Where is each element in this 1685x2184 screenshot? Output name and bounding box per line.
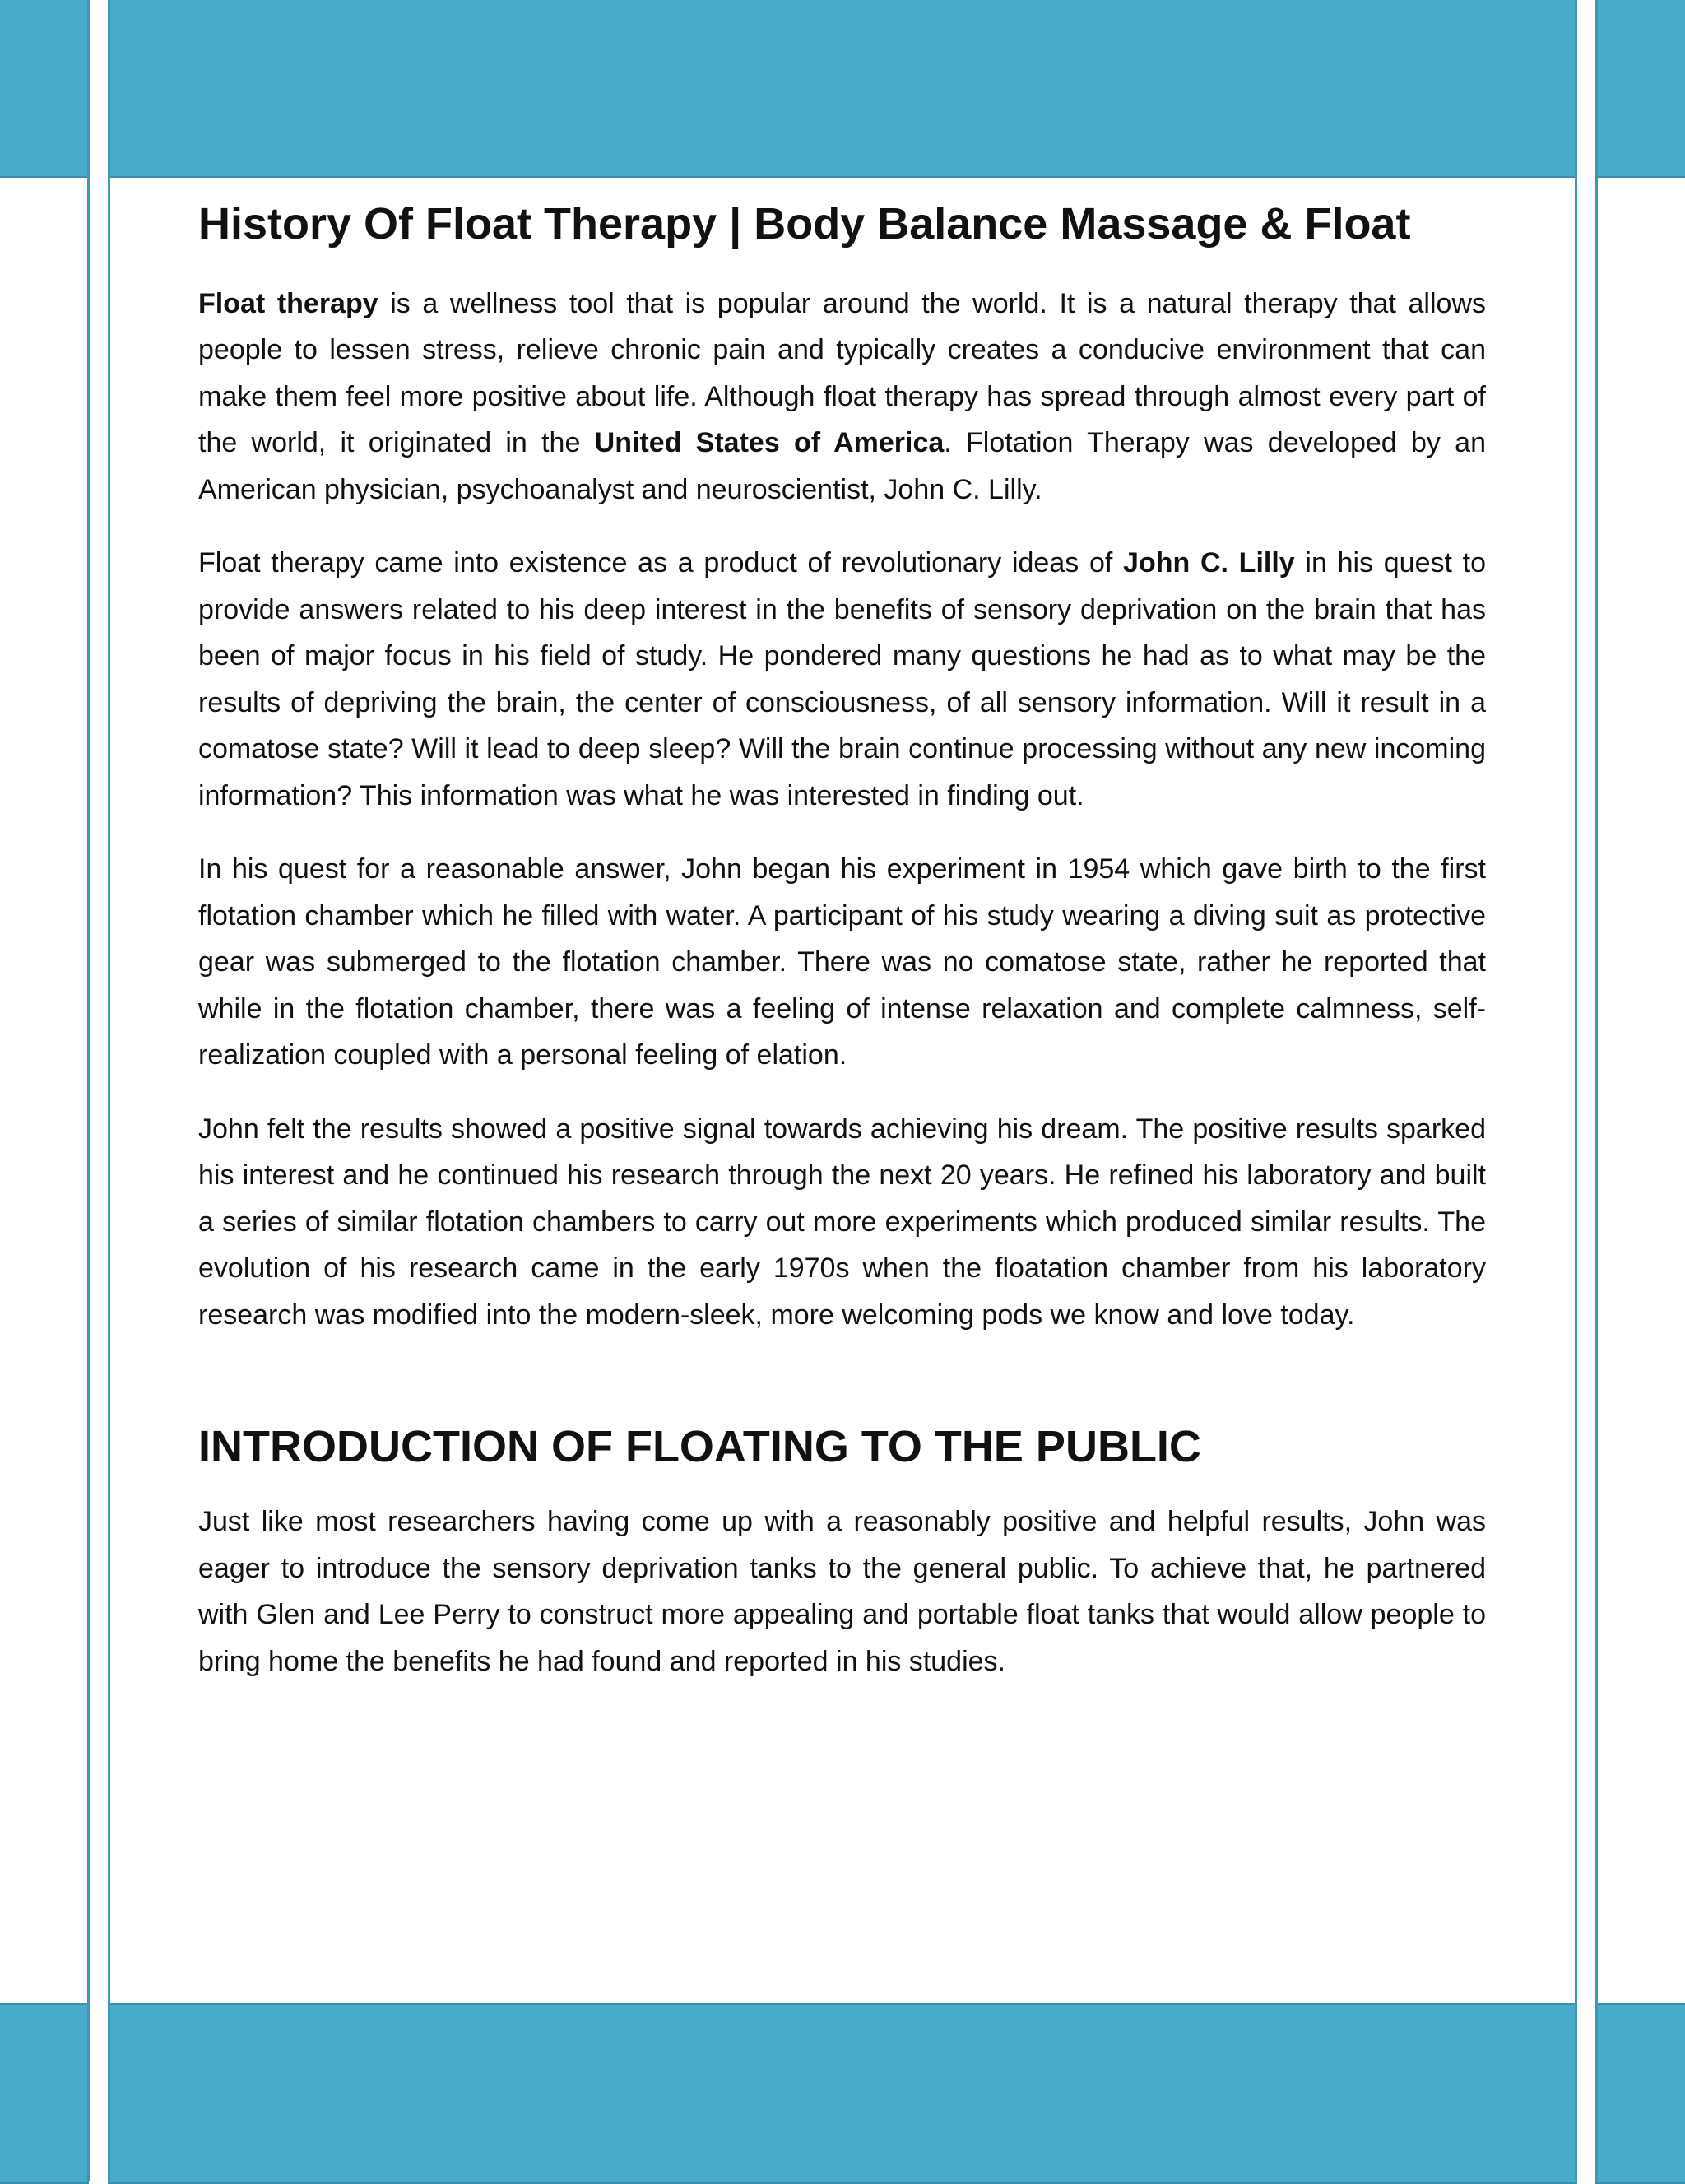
section-heading: INTRODUCTION OF FLOATING TO THE PUBLIC (198, 1422, 1201, 1472)
paragraph-intro (198, 281, 1486, 513)
top-band-center (108, 0, 1577, 178)
bold-country: United States of America (594, 427, 945, 459)
frame-line-right-inner (1575, 0, 1577, 2181)
section-paragraph: Just like most researchers having come up with a reasonably positive and helpful results, John was eager to introduce the sensory deprivation tanks to the general public. To achieve that, he partnered with Glen and Lee Perry to construct more appealing and portable float tanks that would allow people to bring home the benefits he had found and reported in his studies. (198, 1506, 1486, 1677)
frame-line-left-outer (87, 0, 90, 2181)
top-band-left (0, 0, 89, 178)
top-band-right (1595, 0, 1685, 178)
paragraph-origin-text-2: in his quest to provide answers related to his deep interest in the benefits of sensory deprivation on the brain that has been of major focus in his field of study. He pondered many questions he had as to what may be the results of depriving the brain, the center of consciousness, of all sensory information. Will it result in a comatose state? Will it lead to deep sleep? Will the brain continue processing without any new incoming information? This information was what he was interested in finding out. (198, 547, 1487, 811)
paragraph-evolution: John felt the results showed a positive signal towards achieving his dream. The positive results sparked his interest and he continued his research through the next 20 years. He refined his laboratory and built a series of similar flotation chambers to carry out more experiments which produced similar results. The evolution of his research came in the early 1970s when the floatation chamber from his laboratory research was modified into the modern-sleek, more welcoming pods we know and love today. (198, 1113, 1486, 1331)
bottom-band-right (1595, 2003, 1685, 2184)
paragraph-intro-text-2: . Flotation Therapy was developed by an American physician, psychoanalyst and neuroscientist, John C. Lilly. (198, 427, 1486, 505)
bold-john-lilly: John C. Lilly (1123, 547, 1295, 579)
frame-line-right-outer (1595, 0, 1598, 2181)
paragraph-experiment: In his quest for a reasonable answer, John began his experiment in 1954 which gave birth to the first flotation chamber which he filled with water. A participant of his study wearing a diving suit as protective gear was submerged to the flotation chamber. There was no comatose state, rather he reported that while in the flotation chamber, there was a feeling of intense relaxation and complete calmness, self-realization coupled with a personal feeling of elation. (198, 853, 1486, 1071)
document-body (198, 197, 1486, 1712)
document-title: History Of Float Therapy | Body Balance Massage & Float (198, 199, 1411, 249)
bottom-band-center (108, 2003, 1577, 2184)
paragraph-intro-text-1: is a wellness tool that is popular around the world. It is a natural therapy that allows people to lessen stress, relieve chronic pain and typically creates a conducive environment that can make them feel more positive about life. Although float therapy has spread through almost every part of the world, it originated in the (198, 287, 1486, 459)
frame-line-left-inner (108, 0, 110, 2181)
bold-float-therapy: Float therapy (198, 287, 378, 319)
paragraph-origin (198, 540, 1486, 819)
paragraph-origin-text-1: Float therapy came into existence as a product of revolutionary ideas of (198, 547, 1124, 579)
bottom-band-left (0, 2003, 89, 2184)
